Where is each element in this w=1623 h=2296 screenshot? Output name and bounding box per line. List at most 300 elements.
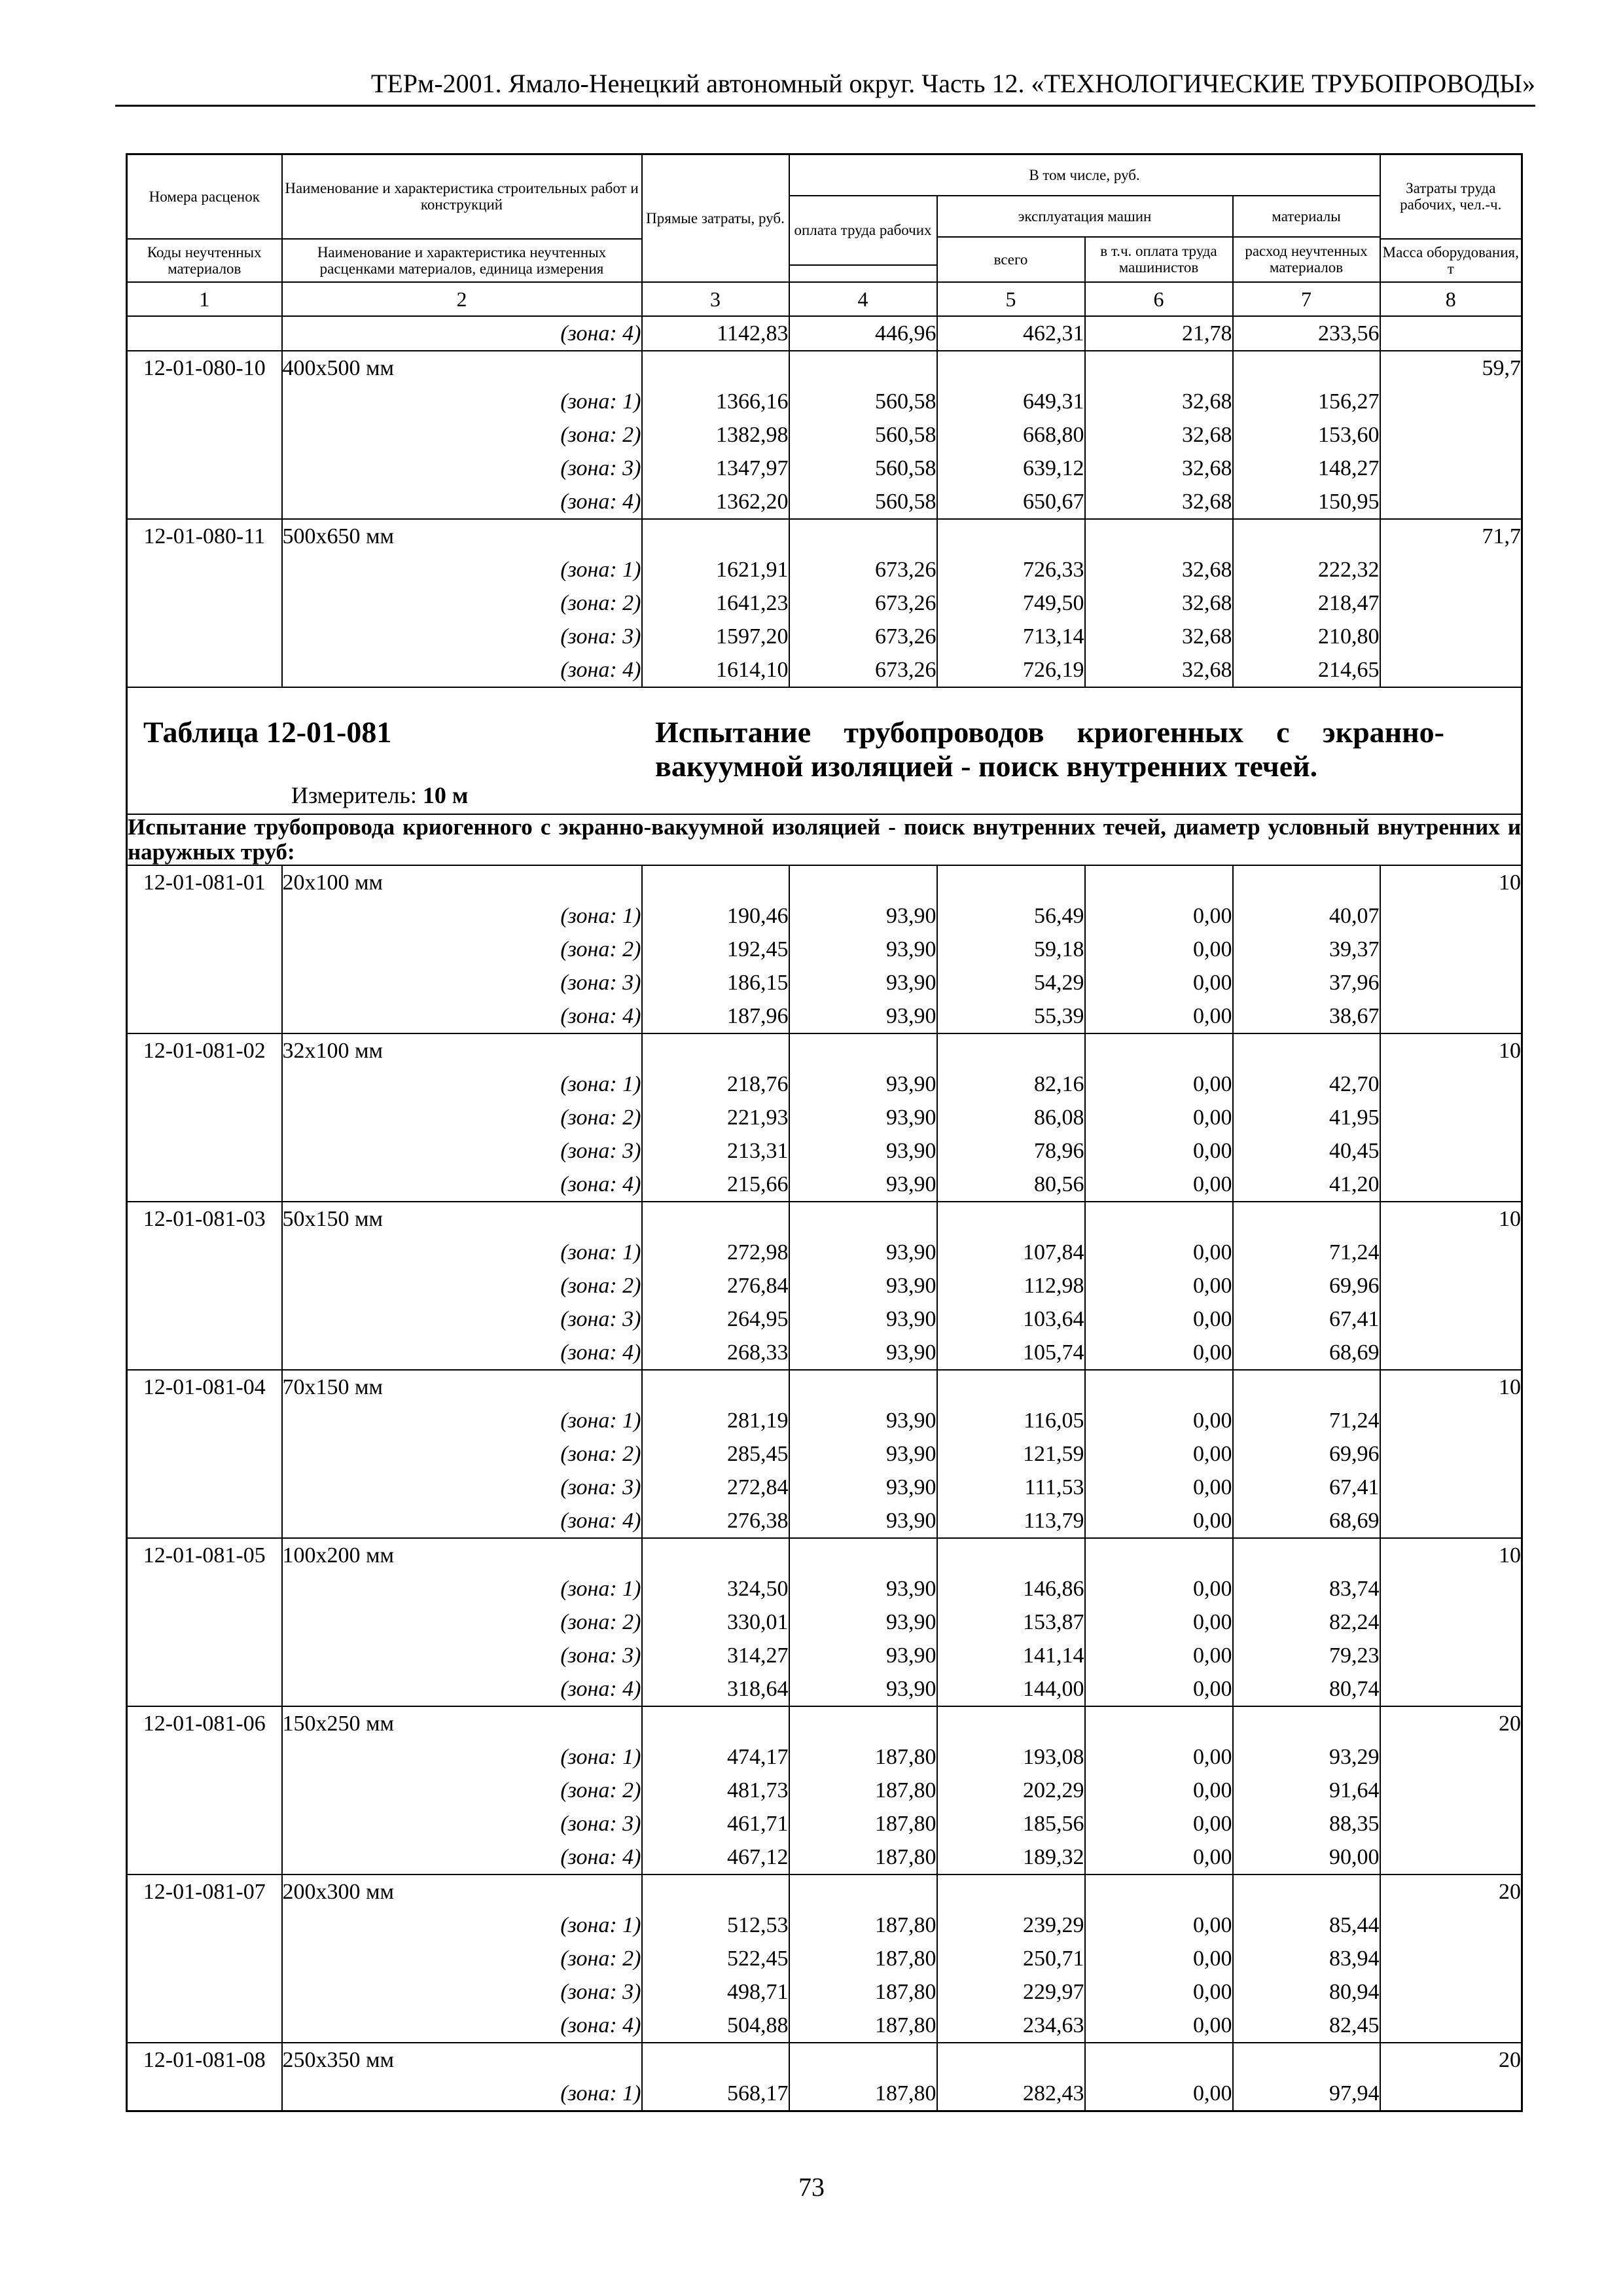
empty-cell <box>937 1370 1085 1404</box>
column-number: 3 <box>642 282 789 316</box>
direct-costs-value: 318,64 <box>642 1672 789 1706</box>
machinist-pay-value: 0,00 <box>1085 1101 1233 1134</box>
code-cell <box>127 316 282 351</box>
mass-cell <box>1380 1437 1522 1471</box>
direct-costs-value: 498,71 <box>642 1975 789 2009</box>
empty-cell <box>789 1874 937 1909</box>
labor-hours-value: 10 <box>1380 1538 1522 1572</box>
direct-costs-value: 1362,20 <box>642 485 789 519</box>
mass-cell <box>1380 316 1522 351</box>
mass-cell <box>1380 2077 1522 2111</box>
direct-costs-value: 1142,83 <box>642 316 789 351</box>
zone-label: (зона: 4) <box>282 1672 642 1706</box>
zone-label: (зона: 3) <box>282 452 642 485</box>
machinist-pay-value: 21,78 <box>1085 316 1233 351</box>
empty-cell <box>642 1706 789 1740</box>
zone-row <box>127 620 1522 653</box>
labor-hours-value: 20 <box>1380 1874 1522 1909</box>
direct-costs-value: 1614,10 <box>642 653 789 687</box>
machinist-pay-value: 0,00 <box>1085 1269 1233 1302</box>
machines-total-value: 78,96 <box>937 1134 1085 1168</box>
machines-total-value: 462,31 <box>937 316 1085 351</box>
zone-row <box>127 653 1522 687</box>
zone-row <box>127 2077 1522 2111</box>
mass-cell <box>1380 485 1522 519</box>
worker-pay-value: 187,80 <box>789 1975 937 2009</box>
mass-cell <box>1380 1504 1522 1538</box>
zone-row <box>127 1336 1522 1370</box>
empty-cell <box>937 1874 1085 1909</box>
empty-cell <box>1233 865 1380 899</box>
materials-value: 88,35 <box>1233 1807 1380 1840</box>
code-cell <box>127 1840 282 1874</box>
empty-cell <box>789 1202 937 1236</box>
zone-row <box>127 1572 1522 1605</box>
worker-pay-value: 93,90 <box>789 1404 937 1437</box>
machinist-pay-value: 32,68 <box>1085 653 1233 687</box>
zone-row <box>127 485 1522 519</box>
materials-value: 214,65 <box>1233 653 1380 687</box>
zone-row <box>127 1404 1522 1437</box>
zone-label: (зона: 2) <box>282 418 642 452</box>
materials-value: 150,95 <box>1233 485 1380 519</box>
empty-cell <box>642 1202 789 1236</box>
direct-costs-value: 186,15 <box>642 966 789 999</box>
empty-cell <box>642 1370 789 1404</box>
mass-cell <box>1380 553 1522 586</box>
empty-cell <box>1085 1370 1233 1404</box>
zone-row <box>127 1168 1522 1202</box>
zone-row <box>127 1840 1522 1874</box>
direct-costs-value: 481,73 <box>642 1774 789 1807</box>
code-cell <box>127 1302 282 1336</box>
materials-value: 82,24 <box>1233 1605 1380 1639</box>
empty-cell <box>789 2043 937 2077</box>
mass-cell <box>1380 933 1522 966</box>
worker-pay-value: 560,58 <box>789 418 937 452</box>
page-number: 73 <box>798 2172 825 2202</box>
code-cell <box>127 1942 282 1975</box>
worker-pay-value: 93,90 <box>789 1168 937 1202</box>
machinist-pay-value: 0,00 <box>1085 1134 1233 1168</box>
labor-hours-value: 20 <box>1380 2043 1522 2077</box>
empty-cell <box>1085 1874 1233 1909</box>
zone-label: (зона: 1) <box>282 1236 642 1269</box>
zone-label: (зона: 1) <box>282 1740 642 1774</box>
code-cell <box>127 1672 282 1706</box>
column-number: 1 <box>127 282 282 316</box>
worker-pay-value: 93,90 <box>789 1672 937 1706</box>
zone-row <box>127 899 1522 933</box>
zone-row <box>127 452 1522 485</box>
rate-group-header <box>127 351 1522 385</box>
worker-pay-value: 93,90 <box>789 1134 937 1168</box>
machines-total-value: 713,14 <box>937 620 1085 653</box>
worker-pay-value: 93,90 <box>789 1101 937 1134</box>
empty-cell <box>1085 2043 1233 2077</box>
section-intro: Испытание трубопровода криогенного с экранно-вакуумной изоляцией - поиск внутренних течей, диаметр условный внутренних и наружных труб: <box>128 814 1522 865</box>
code-cell <box>127 1471 282 1504</box>
zone-row <box>127 418 1522 452</box>
table-title-block <box>127 687 1522 814</box>
machinist-pay-value: 0,00 <box>1085 1840 1233 1874</box>
direct-costs-value: 504,88 <box>642 2009 789 2043</box>
worker-pay-value: 446,96 <box>789 316 937 351</box>
machinist-pay-value: 0,00 <box>1085 1437 1233 1471</box>
zone-label: (зона: 4) <box>282 1168 642 1202</box>
code-cell <box>127 1975 282 2009</box>
materials-value: 148,27 <box>1233 452 1380 485</box>
zone-row <box>127 999 1522 1033</box>
machinist-pay-value: 0,00 <box>1085 1975 1233 2009</box>
materials-value: 38,67 <box>1233 999 1380 1033</box>
empty-cell <box>1233 1874 1380 1909</box>
worker-pay-value: 187,80 <box>789 1807 937 1840</box>
pipe-size: 32x100 мм <box>282 1033 642 1067</box>
empty-cell <box>789 519 937 553</box>
materials-value: 85,44 <box>1233 1909 1380 1942</box>
machinist-pay-value: 0,00 <box>1085 1807 1233 1840</box>
mass-cell <box>1380 385 1522 418</box>
zone-label: (зона: 2) <box>282 933 642 966</box>
rate-group-header <box>127 519 1522 553</box>
machinist-pay-value: 0,00 <box>1085 1572 1233 1605</box>
worker-pay-value: 187,80 <box>789 1774 937 1807</box>
empty-cell <box>937 2043 1085 2077</box>
machines-total-value: 639,12 <box>937 452 1085 485</box>
mass-cell <box>1380 653 1522 687</box>
zone-label: (зона: 4) <box>282 316 642 351</box>
header-machines-total: всего <box>937 237 1085 282</box>
direct-costs-value: 213,31 <box>642 1134 789 1168</box>
direct-costs-value: 221,93 <box>642 1101 789 1134</box>
code-cell <box>127 1807 282 1840</box>
empty-cell <box>937 1033 1085 1067</box>
direct-costs-value: 264,95 <box>642 1302 789 1336</box>
machines-total-value: 86,08 <box>937 1101 1085 1134</box>
worker-pay-value: 560,58 <box>789 385 937 418</box>
zone-row <box>127 1672 1522 1706</box>
materials-value: 90,00 <box>1233 1840 1380 1874</box>
machinist-pay-value: 0,00 <box>1085 1504 1233 1538</box>
empty-cell <box>1233 519 1380 553</box>
machinist-pay-value: 0,00 <box>1085 1639 1233 1672</box>
pipe-size: 200x300 мм <box>282 1874 642 1909</box>
machinist-pay-value: 32,68 <box>1085 418 1233 452</box>
worker-pay-value: 560,58 <box>789 485 937 519</box>
zone-label: (зона: 3) <box>282 1302 642 1336</box>
materials-value: 83,74 <box>1233 1572 1380 1605</box>
mass-cell <box>1380 999 1522 1033</box>
worker-pay-value: 187,80 <box>789 2009 937 2043</box>
header-rule <box>115 105 1535 107</box>
machines-total-value: 726,19 <box>937 653 1085 687</box>
zone-label: (зона: 3) <box>282 1807 642 1840</box>
mass-cell <box>1380 1807 1522 1840</box>
zone-label: (зона: 3) <box>282 1471 642 1504</box>
code-cell <box>127 1336 282 1370</box>
direct-costs-value: 522,45 <box>642 1942 789 1975</box>
header-rate-number: Номера расценок <box>127 154 282 239</box>
code-cell <box>127 1909 282 1942</box>
mass-cell <box>1380 1639 1522 1672</box>
rate-group-header <box>127 1874 1522 1909</box>
pipe-size: 100x200 мм <box>282 1538 642 1572</box>
pipe-size: 70x150 мм <box>282 1370 642 1404</box>
empty-cell <box>1085 1706 1233 1740</box>
mass-cell <box>1380 1942 1522 1975</box>
zone-label: (зона: 4) <box>282 2009 642 2043</box>
zone-label: (зона: 1) <box>282 385 642 418</box>
zone-row <box>127 316 1522 351</box>
code-cell <box>127 899 282 933</box>
header-machines: эксплуатация машин <box>937 196 1233 237</box>
rate-group-header <box>127 1033 1522 1067</box>
materials-value: 233,56 <box>1233 316 1380 351</box>
worker-pay-value: 93,90 <box>789 1639 937 1672</box>
empty-cell <box>1233 1033 1380 1067</box>
direct-costs-value: 218,76 <box>642 1067 789 1101</box>
labor-hours-value: 71,7 <box>1380 519 1522 553</box>
machinist-pay-value: 0,00 <box>1085 1672 1233 1706</box>
mass-cell <box>1380 1101 1522 1134</box>
zone-row <box>127 1639 1522 1672</box>
machines-total-value: 80,56 <box>937 1168 1085 1202</box>
materials-value: 68,69 <box>1233 1504 1380 1538</box>
code-cell <box>127 653 282 687</box>
worker-pay-value: 187,80 <box>789 2077 937 2111</box>
materials-value: 93,29 <box>1233 1740 1380 1774</box>
code-cell <box>127 452 282 485</box>
code-cell <box>127 2077 282 2111</box>
worker-pay-value: 673,26 <box>789 620 937 653</box>
header-direct-costs: Прямые затраты, руб. <box>642 154 789 282</box>
measure-label: Измеритель: <box>291 781 417 808</box>
labor-hours-value: 59,7 <box>1380 351 1522 385</box>
direct-costs-value: 1366,16 <box>642 385 789 418</box>
empty-cell <box>642 1033 789 1067</box>
empty-cell <box>789 351 937 385</box>
mass-cell <box>1380 1740 1522 1774</box>
materials-value: 42,70 <box>1233 1067 1380 1101</box>
rate-group-header <box>127 1706 1522 1740</box>
code-cell <box>127 1774 282 1807</box>
machines-total-value: 105,74 <box>937 1336 1085 1370</box>
machines-total-value: 82,16 <box>937 1067 1085 1101</box>
code-cell <box>127 933 282 966</box>
code-cell <box>127 485 282 519</box>
mass-cell <box>1380 1302 1522 1336</box>
worker-pay-value: 93,90 <box>789 933 937 966</box>
machines-total-value: 144,00 <box>937 1672 1085 1706</box>
worker-pay-value: 187,80 <box>789 1942 937 1975</box>
rate-code: 12-01-080-10 <box>127 351 282 385</box>
mass-cell <box>1380 1134 1522 1168</box>
zone-row <box>127 1504 1522 1538</box>
rate-code: 12-01-081-03 <box>127 1202 282 1236</box>
zone-label: (зона: 1) <box>282 1067 642 1101</box>
machinist-pay-value: 0,00 <box>1085 1404 1233 1437</box>
labor-hours-value: 10 <box>1380 1033 1522 1067</box>
zone-label: (зона: 1) <box>282 2077 642 2111</box>
materials-value: 91,64 <box>1233 1774 1380 1807</box>
labor-hours-value: 10 <box>1380 865 1522 899</box>
worker-pay-value: 93,90 <box>789 1302 937 1336</box>
mass-cell <box>1380 1269 1522 1302</box>
machinist-pay-value: 0,00 <box>1085 1471 1233 1504</box>
machines-total-value: 153,87 <box>937 1605 1085 1639</box>
worker-pay-value: 93,90 <box>789 966 937 999</box>
machines-total-value: 107,84 <box>937 1236 1085 1269</box>
machinist-pay-value: 0,00 <box>1085 999 1233 1033</box>
code-cell <box>127 1168 282 1202</box>
code-cell <box>127 1236 282 1269</box>
rate-group-header <box>127 2043 1522 2077</box>
code-cell <box>127 385 282 418</box>
materials-value: 68,69 <box>1233 1336 1380 1370</box>
materials-value: 69,96 <box>1233 1269 1380 1302</box>
machines-total-value: 202,29 <box>937 1774 1085 1807</box>
worker-pay-value: 93,90 <box>789 1572 937 1605</box>
zone-row <box>127 966 1522 999</box>
code-cell <box>127 1572 282 1605</box>
code-cell <box>127 1605 282 1639</box>
machines-total-value: 749,50 <box>937 586 1085 620</box>
worker-pay-value: 93,90 <box>789 899 937 933</box>
materials-value: 71,24 <box>1233 1404 1380 1437</box>
empty-cell <box>1085 1033 1233 1067</box>
machines-total-value: 121,59 <box>937 1437 1085 1471</box>
rate-group-header <box>127 865 1522 899</box>
direct-costs-value: 461,71 <box>642 1807 789 1840</box>
empty-cell <box>937 1202 1085 1236</box>
materials-value: 97,94 <box>1233 2077 1380 2111</box>
machinist-pay-value: 0,00 <box>1085 1909 1233 1942</box>
header-including: В том числе, руб. <box>789 154 1380 196</box>
empty-cell <box>1233 1706 1380 1740</box>
worker-pay-value: 93,90 <box>789 1504 937 1538</box>
zone-label: (зона: 2) <box>282 586 642 620</box>
column-number: 8 <box>1380 282 1522 316</box>
direct-costs-value: 268,33 <box>642 1336 789 1370</box>
direct-costs-value: 192,45 <box>642 933 789 966</box>
materials-value: 153,60 <box>1233 418 1380 452</box>
labor-hours-value: 10 <box>1380 1370 1522 1404</box>
code-cell <box>127 586 282 620</box>
direct-costs-value: 1641,23 <box>642 586 789 620</box>
pipe-size: 20x100 мм <box>282 865 642 899</box>
machines-total-value: 193,08 <box>937 1740 1085 1774</box>
worker-pay-value: 187,80 <box>789 1740 937 1774</box>
machines-total-value: 250,71 <box>937 1942 1085 1975</box>
machinist-pay-value: 0,00 <box>1085 2077 1233 2111</box>
direct-costs-value: 285,45 <box>642 1437 789 1471</box>
code-cell <box>127 1134 282 1168</box>
worker-pay-value: 187,80 <box>789 1909 937 1942</box>
empty-cell <box>1085 351 1233 385</box>
header-unaccounted-materials: расход неучтенных материалов <box>1233 237 1380 282</box>
mass-cell <box>1380 966 1522 999</box>
materials-value: 83,94 <box>1233 1942 1380 1975</box>
materials-value: 69,96 <box>1233 1437 1380 1471</box>
pipe-size: 400x500 мм <box>282 351 642 385</box>
mass-cell <box>1380 899 1522 933</box>
machinist-pay-value: 0,00 <box>1085 1302 1233 1336</box>
zone-label: (зона: 2) <box>282 1269 642 1302</box>
direct-costs-value: 272,84 <box>642 1471 789 1504</box>
worker-pay-value: 93,90 <box>789 1471 937 1504</box>
machinist-pay-value: 0,00 <box>1085 966 1233 999</box>
zone-row <box>127 1975 1522 2009</box>
column-number-row <box>127 282 1522 316</box>
code-cell <box>127 620 282 653</box>
mass-cell <box>1380 2009 1522 2043</box>
mass-cell <box>1380 1572 1522 1605</box>
pipe-size: 250x350 мм <box>282 2043 642 2077</box>
machines-total-value: 234,63 <box>937 2009 1085 2043</box>
empty-cell <box>1085 1202 1233 1236</box>
zone-row <box>127 1269 1522 1302</box>
machinist-pay-value: 0,00 <box>1085 1774 1233 1807</box>
zone-row <box>127 553 1522 586</box>
column-number: 4 <box>789 282 937 316</box>
materials-value: 71,24 <box>1233 1236 1380 1269</box>
direct-costs-value: 1597,20 <box>642 620 789 653</box>
header-material-codes: Коды неучтенных материалов <box>127 239 282 282</box>
header-work-name: Наименование и характеристика строительных работ и конструкций <box>282 154 642 239</box>
mass-cell <box>1380 1605 1522 1639</box>
zone-label: (зона: 3) <box>282 966 642 999</box>
zone-label: (зона: 3) <box>282 620 642 653</box>
code-cell <box>127 1437 282 1471</box>
worker-pay-value: 673,26 <box>789 553 937 586</box>
machines-total-value: 59,18 <box>937 933 1085 966</box>
materials-value: 80,74 <box>1233 1672 1380 1706</box>
empty-cell <box>642 865 789 899</box>
zone-row <box>127 1236 1522 1269</box>
header-materials: материалы <box>1233 196 1380 237</box>
worker-pay-value: 93,90 <box>789 1437 937 1471</box>
machinist-pay-value: 0,00 <box>1085 1942 1233 1975</box>
worker-pay-value: 560,58 <box>789 452 937 485</box>
empty-cell <box>1233 1202 1380 1236</box>
zone-row <box>127 1605 1522 1639</box>
machinist-pay-value: 0,00 <box>1085 1336 1233 1370</box>
empty-cell <box>1085 1538 1233 1572</box>
materials-value: 41,95 <box>1233 1101 1380 1134</box>
machinist-pay-value: 32,68 <box>1085 586 1233 620</box>
worker-pay-value: 187,80 <box>789 1840 937 1874</box>
table-number: Таблица 12-01-081 <box>143 715 392 749</box>
empty-cell <box>1233 1370 1380 1404</box>
machinist-pay-value: 32,68 <box>1085 620 1233 653</box>
machines-total-value: 141,14 <box>937 1639 1085 1672</box>
empty-cell <box>937 519 1085 553</box>
machines-total-value: 111,53 <box>937 1471 1085 1504</box>
materials-value: 37,96 <box>1233 966 1380 999</box>
measure-value: 10 м <box>422 781 469 808</box>
zone-row <box>127 1909 1522 1942</box>
code-cell <box>127 2009 282 2043</box>
code-cell <box>127 1067 282 1101</box>
machinist-pay-value: 0,00 <box>1085 899 1233 933</box>
labor-hours-value: 20 <box>1380 1706 1522 1740</box>
header-labor-hours: Затраты труда рабочих, чел.-ч. <box>1380 154 1522 239</box>
machines-total-value: 112,98 <box>937 1269 1085 1302</box>
direct-costs-value: 1382,98 <box>642 418 789 452</box>
column-number: 7 <box>1233 282 1380 316</box>
materials-value: 39,37 <box>1233 933 1380 966</box>
